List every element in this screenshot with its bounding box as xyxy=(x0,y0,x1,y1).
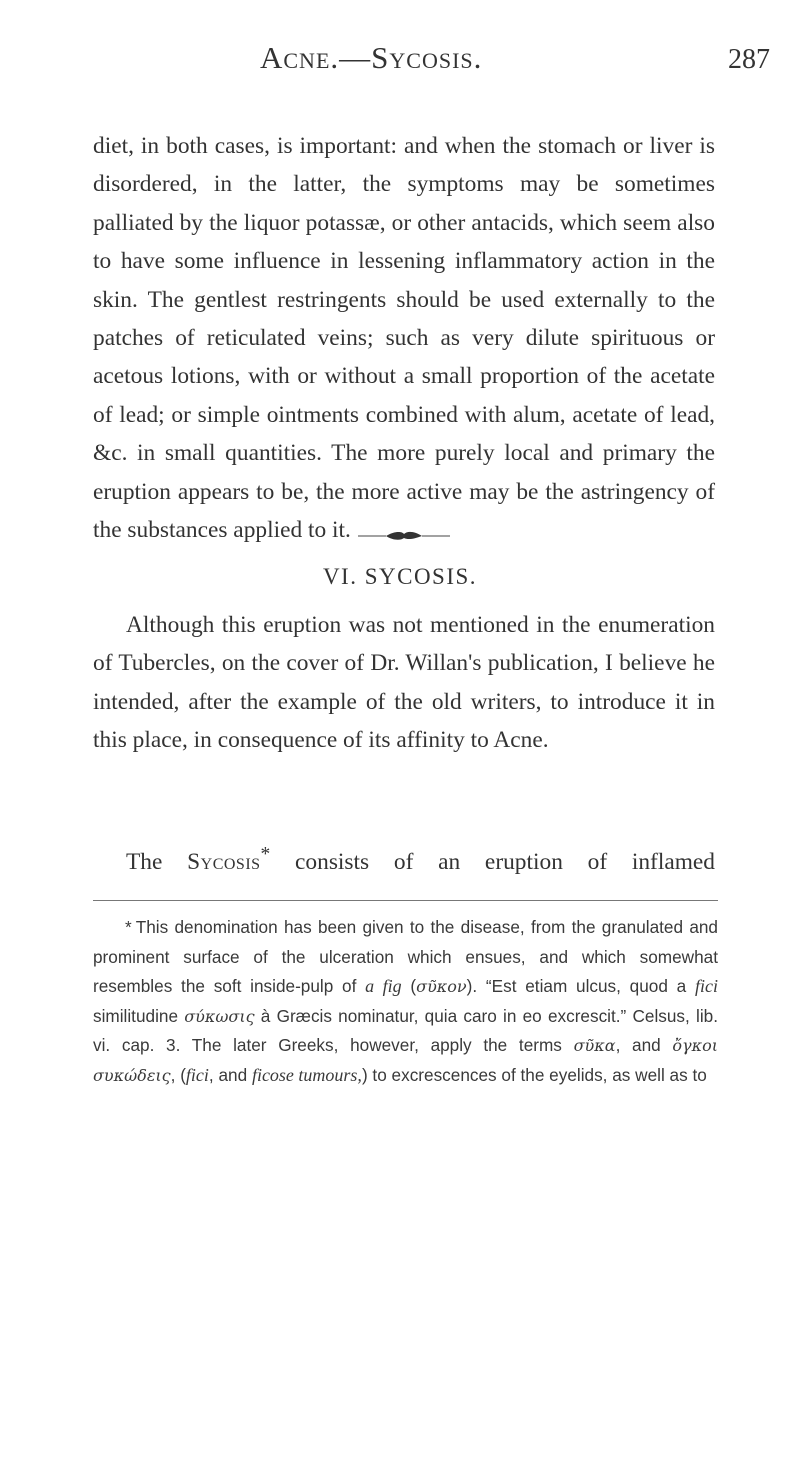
paragraph-lead: The xyxy=(126,848,188,875)
paragraph-sycosis-intro: Although this eruption was not mentioned in the enumeration of Tubercles, on the cover of Dr. Willan's publication, I believe he intended, after the example of the old writers, to introduce it in this place, in consequence of its affinity to Acne. xyxy=(93,612,715,754)
paragraph-rest: consists of an eruption of inflamed xyxy=(270,848,716,875)
footnote-text-6: , and xyxy=(615,1035,673,1056)
footnote-greek-sykosis: σύκωσις xyxy=(184,1006,255,1026)
footnote-greek-sykon: σῦκον xyxy=(416,977,467,997)
footnote-fici-2: fici xyxy=(185,1064,209,1085)
section-heading: VI. SYCOSIS. xyxy=(322,564,478,589)
sycosis-term: Sycosis xyxy=(187,848,261,875)
running-title-separator: — xyxy=(339,40,372,75)
footnote-text-5: à Græcis nominatur, quia caro in eo excrescit.” Celsus, lib. vi. cap. 3. The later Greeks, however, apply the terms xyxy=(93,1005,718,1056)
footnote-fici: fici xyxy=(695,976,719,997)
paragraph-diet: diet, in both cases, is important: and when the stomach or liver is disordered, in the latter, the symptoms may be sometimes palliated by the liquor potassæ, or other antacids, which seem also to have some influence in lessening inflammatory action in the skin. The gentlest restringents should be used externally to the patches of reticulated veins; such as very dilute spirituous or acetous lotions, with or without a small proportion of the acetate of lead; or simple ointments combined with alum, acetate of lead, &c. in small quantities. The more purely local and primary the eruption appears to be, the more active may be the astringency of the substances applied to it. xyxy=(93,133,715,544)
footnote-text-8: , and xyxy=(208,1064,252,1085)
footnote-separator-rule xyxy=(93,900,718,901)
footnote-fig: a fig xyxy=(365,976,402,997)
page-number: 287 xyxy=(728,44,770,75)
footnote-ficose-tumours: ficose tumours, xyxy=(251,1064,362,1085)
footnote-greek-syka: σῦκα xyxy=(573,1036,616,1056)
footnote-text-4: similitudine xyxy=(93,1005,185,1026)
footnote-text-3: ). “Est etiam ulcus, quod a xyxy=(466,976,696,997)
footnote-text-2: ( xyxy=(401,976,417,997)
footnote-text-1: This denomination has been given to the disease, from the granulated and prominent surface of the ulceration which ensues, and which somewhat resembles the soft inside-pulp of xyxy=(93,917,718,997)
footnote-reference-marker: * xyxy=(260,844,271,865)
footnote xyxy=(93,913,718,1091)
footnote-text-9: ) to excrescences of the eyelids, as well as to xyxy=(361,1064,707,1085)
running-title-acne: Acne. xyxy=(260,40,340,75)
footnote-text-7: , ( xyxy=(170,1064,186,1085)
section-divider-ornament xyxy=(356,530,452,542)
running-title-sycosis: Sycosis. xyxy=(371,40,483,75)
footnote-marker: * xyxy=(125,917,132,937)
running-head xyxy=(260,40,482,76)
paragraph-sycosis-definition xyxy=(93,836,715,881)
footnote-greek-onkoi: ὄγκοι συκώδεις xyxy=(93,1036,718,1085)
